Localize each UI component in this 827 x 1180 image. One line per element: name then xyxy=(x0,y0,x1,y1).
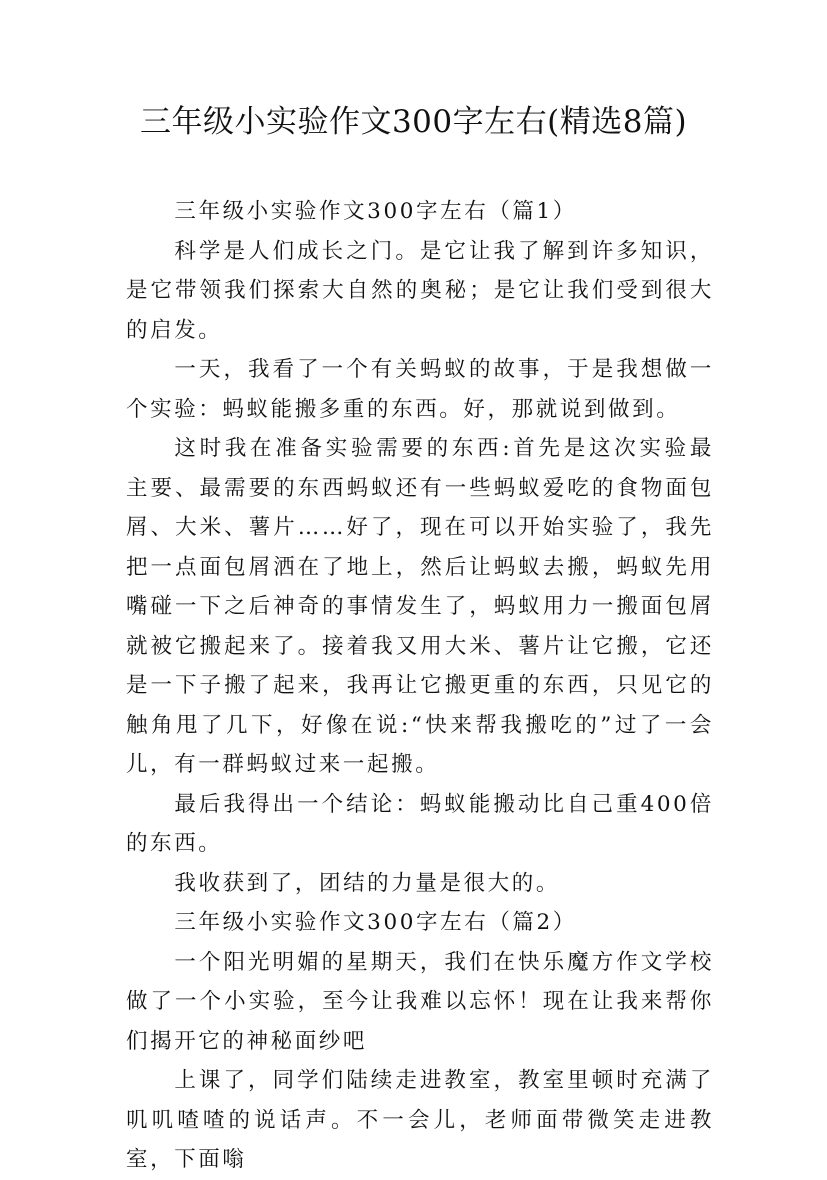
paragraph: 科学是人们成长之门。是它让我了解到许多知识，是它带领我们探索大自然的奥秘；是它让我们受到很大的启发。 xyxy=(126,238,714,343)
paragraph: 最后我得出一个结论：蚂蚁能搬动比自己重400倍的东西。 xyxy=(126,791,714,856)
section-heading-1: 三年级小实验作文300字左右（篇1） xyxy=(174,199,577,224)
paragraph: 一天，我看了一个有关蚂蚁的故事，于是我想做一个实验：蚂蚁能搬多重的东西。好，那就说到做到。 xyxy=(126,357,714,422)
document-title: 三年级小实验作文300字左右(精选8篇) xyxy=(139,104,688,140)
paragraph: 上课了，同学们陆续走进教室，教室里顿时充满了叽叽喳喳的说话声。不一会儿，老师面带微笑走进教室，下面嗡 xyxy=(126,1068,714,1172)
paragraph: 我收获到了，团结的力量是很大的。 xyxy=(174,870,560,896)
paragraph: 这时我在准备实验需要的东西:首先是这次实验最主要、最需要的东西蚂蚁还有一些蚂蚁爱吃的食物面包屑、大米、薯片……好了，现在可以开始实验了，我先把一点面包屑洒在了地上，然后让蚂蚁去搬，蚂蚁先用嘴碰一下之后神奇的事情发生了，蚂蚁用力一搬面包屑就被它搬起来了。接着我又用大米、薯片让它搬，它还是一下子搬了起来，我再让它搬更重的东西，只见它的触角甩了几下，好像在说:“快来帮我搬吃的”过了一会儿，有一群蚂蚁过来一起搬。 xyxy=(126,436,714,777)
paragraph: 一个阳光明媚的星期天，我们在快乐魔方作文学校做了一个小实验，至今让我难以忘怀！现在让我来帮你们揭开它的神秘面纱吧 xyxy=(126,949,714,1054)
section-heading-2: 三年级小实验作文300字左右（篇2） xyxy=(174,910,577,935)
document-body xyxy=(126,192,714,1180)
